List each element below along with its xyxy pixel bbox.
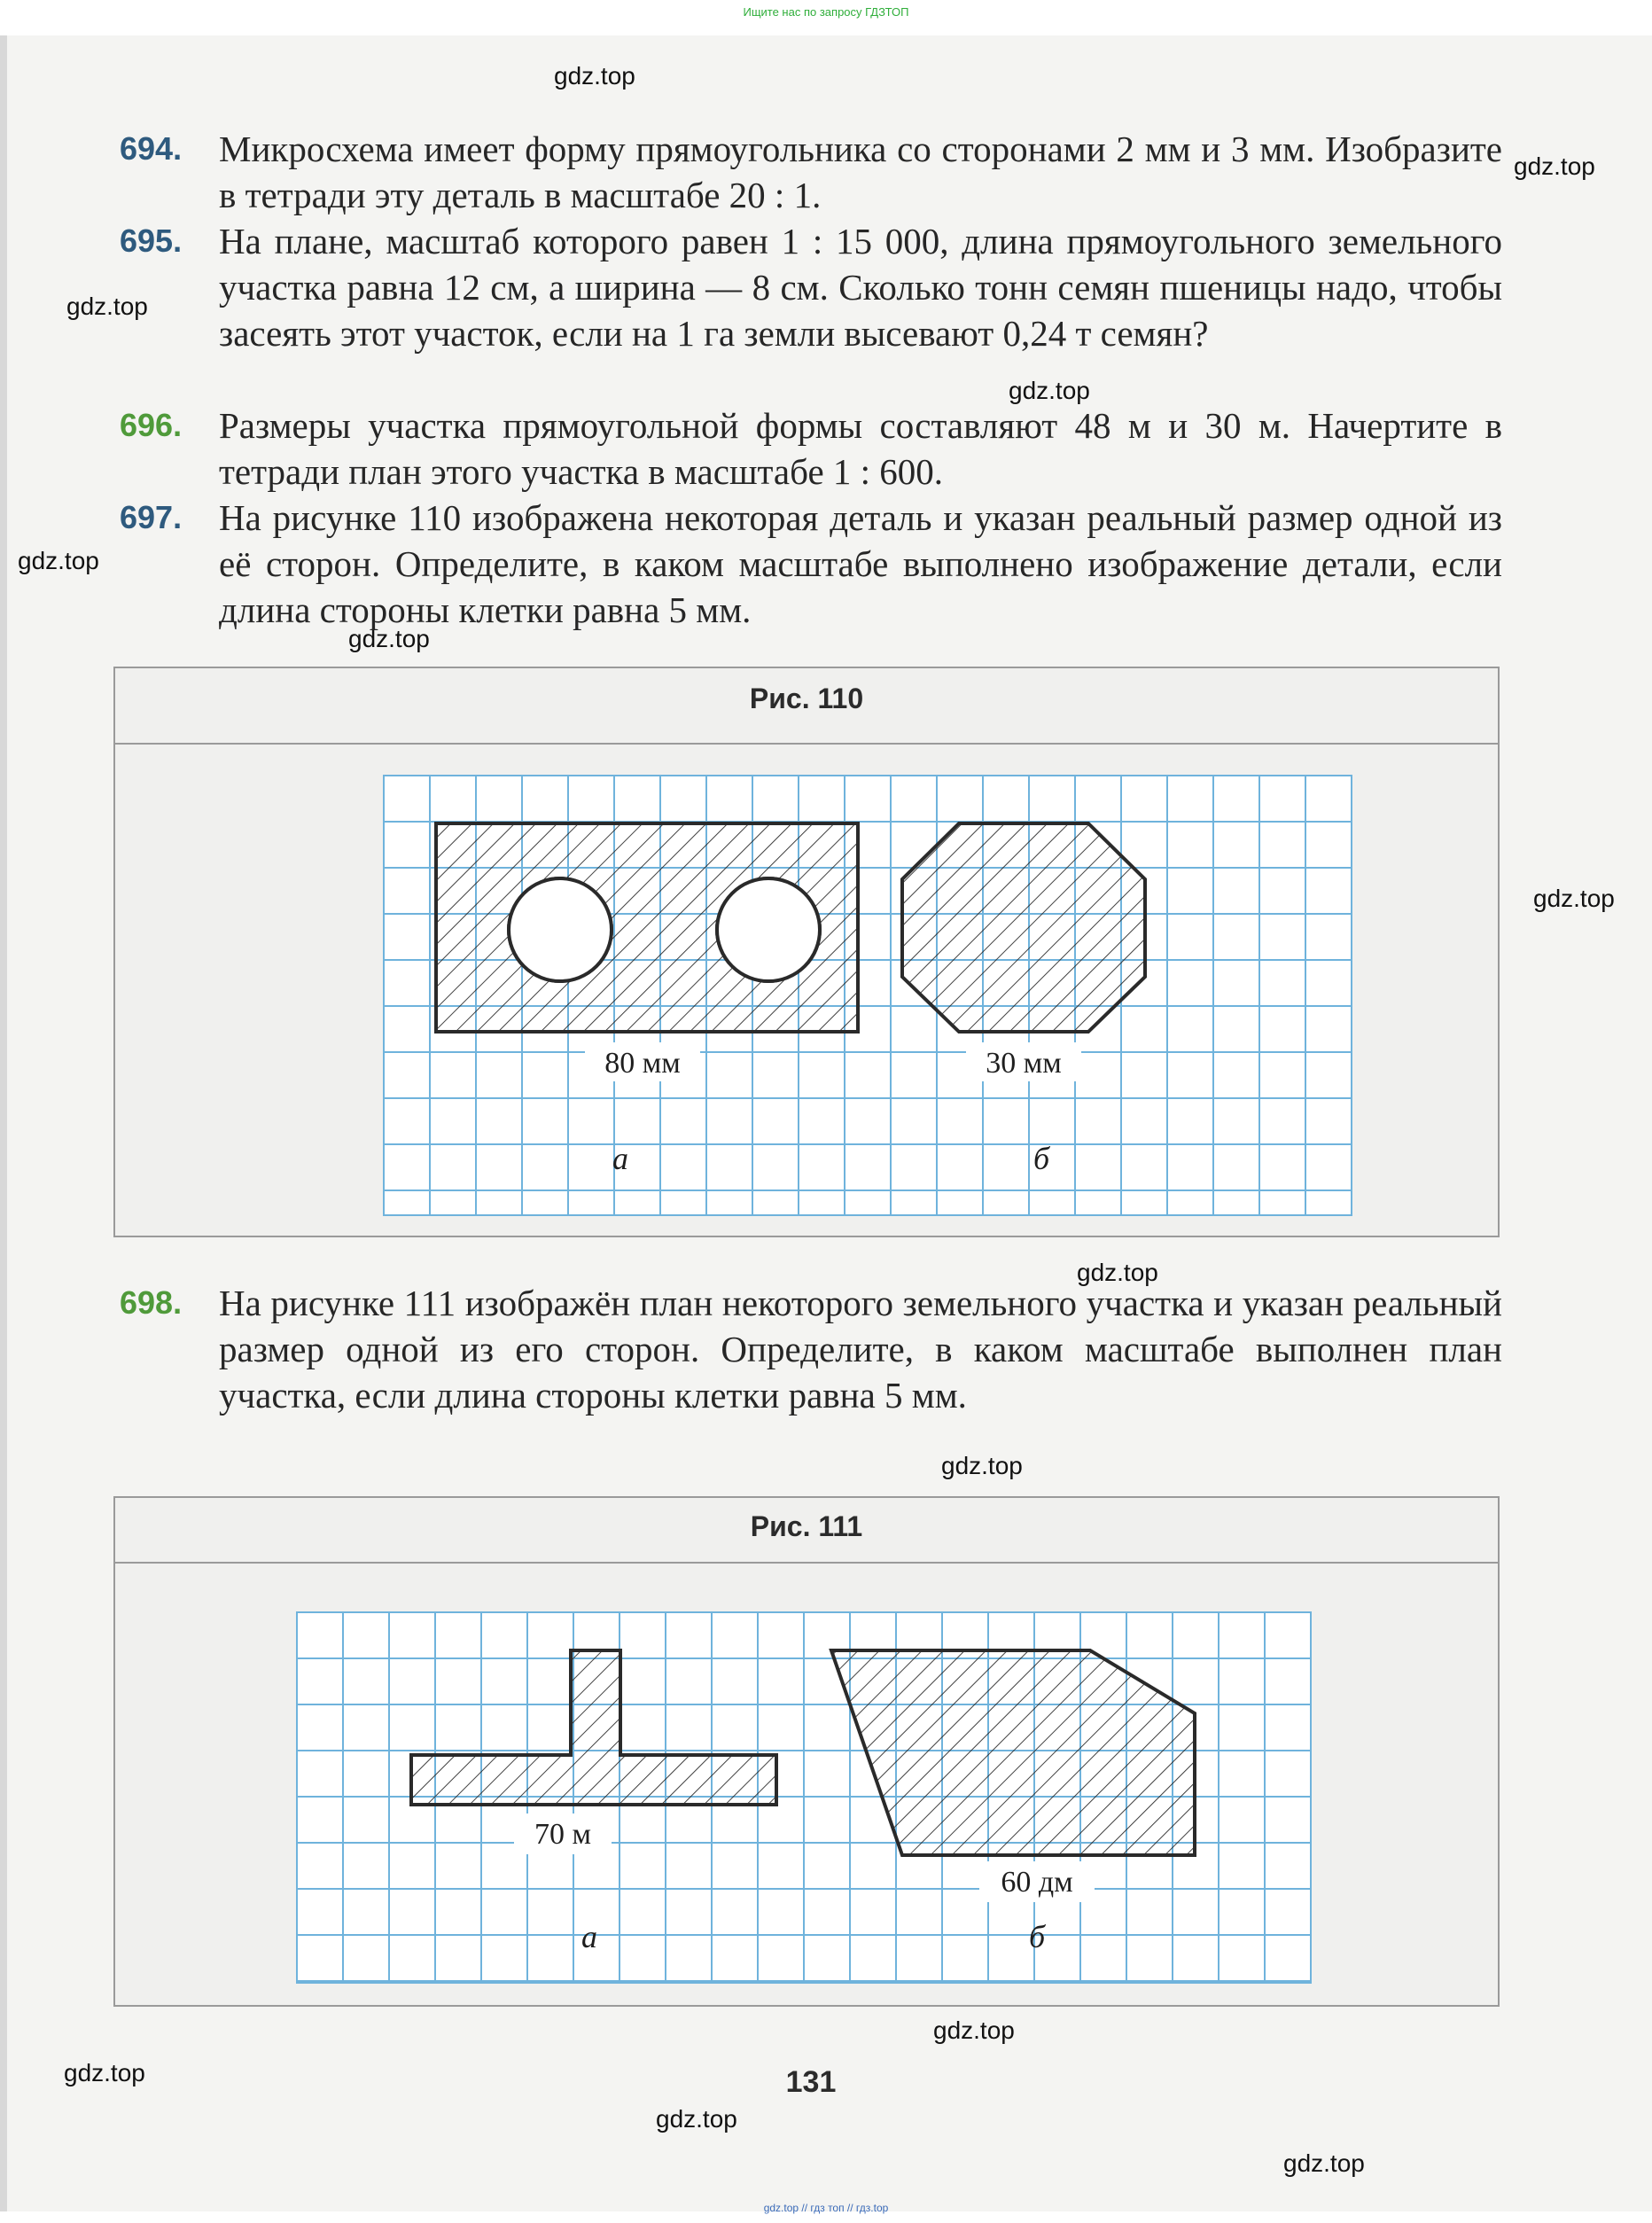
- watermark: gdz.top: [64, 2059, 145, 2086]
- problem-number: 694.: [120, 130, 183, 167]
- watermark: gdz.top: [1514, 152, 1595, 180]
- problem-number: 696.: [120, 407, 183, 443]
- problem-698: [120, 1280, 1502, 1418]
- problem-text: На рисунке 111 изображён план некоторого земельного участка и указан реальный размер одной из его сторон. Определите, в каком масштабе выполнен план участка, если длина стороны клетки равна 5 мм.: [219, 1283, 1502, 1416]
- dimension-label-b: 30 мм: [986, 1047, 1062, 1080]
- watermark: gdz.top: [1533, 885, 1615, 912]
- dimension-label-b: 60 дм: [1001, 1866, 1073, 1899]
- watermark: gdz.top: [1077, 1259, 1158, 1286]
- problem-695: [120, 218, 1502, 356]
- problem-697: [120, 495, 1502, 633]
- figure-title: Рис. 111: [750, 1510, 863, 1542]
- watermark: gdz.top: [348, 625, 430, 652]
- figure-title: Рис. 110: [749, 682, 864, 714]
- part-a-drawing: [436, 823, 858, 1032]
- footer-link[interactable]: gdz.top // гдз топ // гдз.top: [763, 2202, 889, 2214]
- figure-111: [113, 1496, 1500, 2007]
- watermark: gdz.top: [18, 547, 99, 574]
- watermark: gdz.top: [66, 292, 148, 320]
- watermark: gdz.top: [933, 2016, 1015, 2044]
- watermark: gdz.top: [1009, 377, 1090, 404]
- dimension-label-a: 70 м: [534, 1818, 592, 1851]
- figure-110-drawing: [115, 668, 1498, 1236]
- problem-text: На плане, масштаб которого равен 1 : 15 000, длина прямоугольного земельного участка равна 12 см, а ширина — 8 см. Сколько тонн семян пшеницы надо, чтобы засеять этот участок, если на 1 га земли высевают 0,24 т семян?: [219, 221, 1502, 354]
- sub-label-a: а: [581, 1919, 597, 1954]
- problem-text: На рисунке 110 изображена некоторая деталь и указан реальный размер одной из её сторон. Определите, в каком масштабе выполнено изображение детали, если длина стороны клетки равна 5 мм.: [219, 497, 1502, 630]
- problem-text: Микросхема имеет форму прямоугольника со сторонами 2 мм и 3 мм. Изобразите в тетради эту деталь в масштабе 20 : 1.: [219, 129, 1502, 215]
- sub-label-b: б: [1032, 1141, 1050, 1176]
- problem-number: 695.: [120, 222, 183, 259]
- watermark: gdz.top: [656, 2105, 737, 2133]
- page-number: 131: [785, 2065, 837, 2099]
- problem-number: 698.: [120, 1284, 183, 1321]
- sub-label-a: а: [612, 1141, 628, 1176]
- problem-number: 697.: [120, 499, 183, 535]
- watermark: gdz.top: [1283, 2149, 1365, 2177]
- part-b-drawing: [902, 823, 1145, 1032]
- part-b-drawing: [831, 1650, 1195, 1855]
- figure-111-drawing: [115, 1498, 1498, 2005]
- problem-696: [120, 402, 1502, 495]
- problem-text: Размеры участка прямоугольной формы составляют 48 м и 30 м. Начертите в тетради план этого участка в масштабе 1 : 600.: [219, 405, 1502, 492]
- problem-694: [120, 126, 1502, 218]
- watermark: gdz.top: [554, 62, 635, 90]
- part-a-drawing: [411, 1650, 776, 1805]
- watermark: gdz.top: [941, 1452, 1023, 1479]
- dimension-label-a: 80 мм: [604, 1047, 681, 1080]
- sub-label-b: б: [1028, 1919, 1046, 1954]
- header-link[interactable]: Ищите нас по запросу ГДЗТОП: [743, 5, 909, 19]
- figure-110: [113, 667, 1500, 1237]
